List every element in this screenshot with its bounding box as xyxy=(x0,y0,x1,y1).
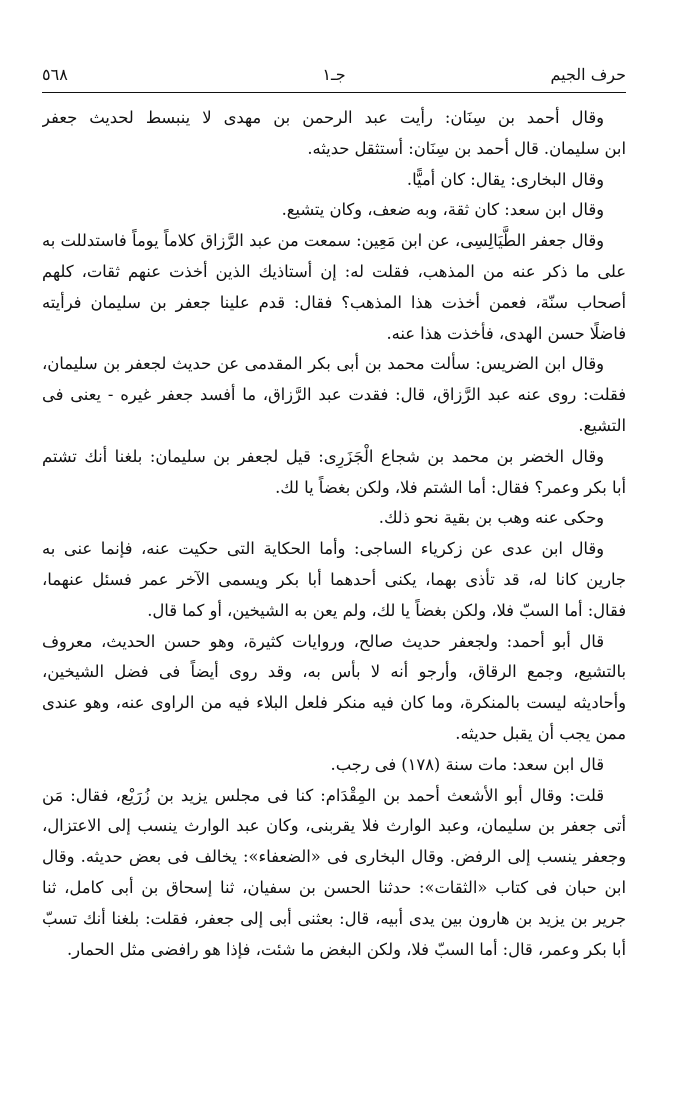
text-line: وقال الخضر بن محمد بن شجاع الْجَزَرِى: قيل لجعفر بن سليمان: بلغنا أنك تشتم xyxy=(42,446,604,466)
text-line: أبا بكر وعمر، قال: أما السبّ فلا، ولكن البغض ما شئت، فإذا هو رافضى مثل الحمار. xyxy=(66,939,626,959)
text-line: جارين كانا له، قد تأذى بهما، يكنى أحدهما أبا بكر ويسمى الآخر عمر فسئل عنهما، xyxy=(42,569,626,589)
text-line: قلت: وقال أبو الأشعث أحمد بن المِقْدَام: كنا فى مجلس يزيد بن زُرَيْع، فقال: مَن xyxy=(42,785,604,805)
text-line: وقال ابن سعد: كان ثقة، وبه ضعف، وكان يتشيع. xyxy=(281,200,604,220)
section-title: حرف الجيم xyxy=(550,65,626,84)
text-line: فقال: أما السبّ فلا، ولكن بغضاً يا لك، ولم يعن به الشيخين، أو كما قال. xyxy=(147,600,626,620)
text-line: فاضلًا حسن الهدى، فأخذت هذا عنه. xyxy=(386,323,626,343)
text-line: ممن يجب أن يقبل حديثه. xyxy=(455,723,626,743)
text-line: بالتشيع، وجمع الرقاق، وأرجو أنه لا بأس به، وقد روى أيضاً فى فضل الشيخين، xyxy=(42,662,626,682)
running-header xyxy=(42,58,626,93)
text-line: التشيع. xyxy=(578,415,626,435)
text-line: وجعفر ينسب إلى الرفض. وقال البخارى فى «الضعفاء»: يخالف فى بعض حديثه. وقال xyxy=(42,847,626,867)
text-line: أتى جعفر بن سليمان، وعبد الوارث فلا يقربنى، وكان عبد الوارث ينسب إلى الاعتزال، xyxy=(42,816,626,836)
text-line: وقال جعفر الطَّيَالِسِى، عن ابن مَعِين: سمعت من عبد الرَّزاق كلاماً يوماً فاستدللت به xyxy=(42,231,604,251)
text-line: قال ابن سعد: مات سنة (١٧٨) فى رجب. xyxy=(330,754,604,774)
text-line: وأحاديثه ليست بالمنكرة، وما كان فيه منكر فلعل البلاء فيه من الراوى عنه، وهو عندى xyxy=(42,693,626,713)
body-text xyxy=(42,103,626,965)
text-line: وقال أحمد بن سِنَان: رأيت عبد الرحمن بن مهدى لا ينبسط لحديث جعفر xyxy=(42,108,604,127)
text-line: فقلت: روى عنه عبد الرَّزاق، قال: فقدت عبد الرَّزاق، ما أفسد جعفر غيره - يعنى فى xyxy=(42,385,626,405)
text-line: وقال البخارى: يقال: كان أميًّا. xyxy=(406,169,604,189)
text-line: جرير بن يزيد بن هارون بين يدى أبيه، قال: بعثنى أبى إلى جعفر، فقلت: بلغنا أنك تسبّ xyxy=(42,908,626,928)
text-line: وحكى عنه وهب بن بقية نحو ذلك. xyxy=(378,508,604,528)
text-line: قال أبو أحمد: ولجعفر حديث صالح، وروايات كثيرة، وهو حسن الحديث، معروف xyxy=(42,631,604,651)
text-line: أبا بكر وعمر؟ فقال: أما الشتم فلا، ولكن بغضاً يا لك. xyxy=(275,477,626,497)
text-line: أصحاب سنّة، فعمن أخذت هذا المذهب؟ فقال: قدم علينا جعفر بن سليمان فرأيته xyxy=(42,292,626,312)
volume-number: جـ١ xyxy=(322,65,346,84)
text-line: ابن سليمان. قال أحمد بن سِنَان: أستثقل حديثه. xyxy=(307,138,626,158)
text-line: ابن حبان فى كتاب «الثقات»: حدثنا الحسن بن سفيان، ثنا إسحاق بن أبى كامل، ثنا xyxy=(42,877,626,897)
page-number: ٥٦٨ xyxy=(42,65,68,84)
text-line: وقال ابن الضريس: سألت محمد بن أبى بكر المقدمى عن حديث لجعفر بن سليمان، xyxy=(42,354,604,374)
text-line: على ما ذكر عنه من المذهب، فقلت له: إن أستاذيك الذين أخذت عنهم ثقات، كلهم xyxy=(42,261,626,281)
text-line: وقال ابن عدى عن زكرياء الساجى: وأما الحكاية التى حكيت عنه، فإنما عنى به xyxy=(42,539,604,559)
